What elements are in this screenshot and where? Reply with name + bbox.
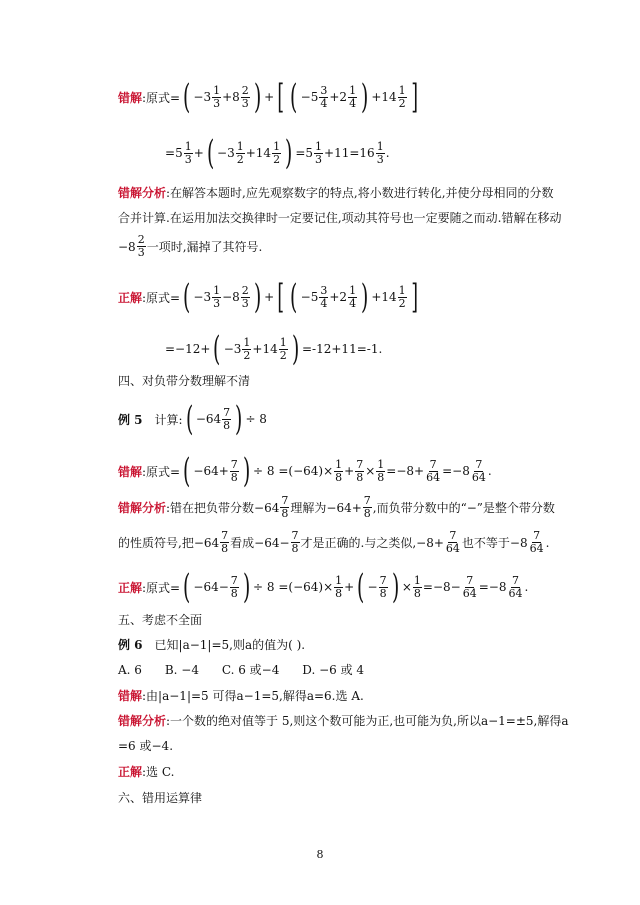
paren-open: ( <box>185 399 193 439</box>
expr-text: ÷ 8 <box>245 412 267 426</box>
fraction: $\frac{1}{3}$ <box>213 83 221 110</box>
expr-text: × <box>365 464 376 478</box>
paren-open: ( <box>183 77 191 117</box>
expr-text: ÷ 8 =(−64)× <box>253 580 334 594</box>
expr-text: −5 <box>300 290 319 304</box>
analysis-text: 看成−64− <box>230 536 290 550</box>
fraction: $\frac{1}{3}$ <box>184 139 192 166</box>
expr-text: =−8 <box>478 580 507 594</box>
paren-open: ( <box>290 77 298 117</box>
expr-text: =−8+ <box>386 464 425 478</box>
paren-open: ( <box>183 567 191 607</box>
wrong-solution-ex6 <box>118 687 364 704</box>
analysis-text: 一项时,漏掉了其符号. <box>146 240 263 254</box>
example-label: 例 5 <box>118 412 143 427</box>
analysis-label: 错解分析 <box>118 501 167 515</box>
fraction: $\frac{1}{2}$ <box>398 283 406 310</box>
fraction: $\frac{7}{64}$ <box>529 529 544 555</box>
fraction: $\frac{1}{8}$ <box>335 573 343 600</box>
section-heading-4 <box>118 372 250 389</box>
fraction: $\frac{7}{64}$ <box>426 457 441 484</box>
paren-close: ) <box>253 277 262 317</box>
expr-prefix: :原式= <box>142 580 181 595</box>
analysis-label: 错解分析 <box>118 186 167 200</box>
expr-text: =−8 <box>442 464 470 478</box>
analysis-text: 理解为−64+ <box>290 501 362 515</box>
expr-prefix: :原式= <box>142 290 181 305</box>
expr-text: +11 <box>324 146 350 160</box>
expr-text: =-12+11=-1. <box>302 342 383 356</box>
expr-text: +14 <box>245 146 272 160</box>
fraction: $\frac{7}{8}$ <box>363 494 371 520</box>
fraction: $\frac{7}{8}$ <box>221 529 229 555</box>
fraction: $\frac{1}{8}$ <box>413 573 421 600</box>
fraction: $\frac{7}{8}$ <box>230 457 238 484</box>
fraction: $\frac{7}{64}$ <box>508 573 523 600</box>
expr-text: + <box>193 146 204 160</box>
fraction: $\frac{7}{8}$ <box>281 494 289 520</box>
paren-open: ( <box>206 133 215 173</box>
analysis-text: :在解答本题时,应先观察数字的特点,将小数进行转化,并使分母相同的分数 <box>166 186 554 200</box>
analysis-ex6-line-2 <box>118 737 173 754</box>
expr-text: −64− <box>193 580 229 594</box>
expr-text: =5 <box>295 146 314 160</box>
analysis-text: −8 <box>118 239 136 254</box>
expr-text: −64+ <box>193 464 229 478</box>
analysis-line-2 <box>118 209 561 226</box>
fraction: $\frac{7}{64}$ <box>462 573 477 600</box>
paren-open: ( <box>183 451 191 491</box>
section-title: 六、错用运算律 <box>118 791 203 805</box>
correct-solution-ex6 <box>118 763 174 780</box>
analysis-line-1 <box>118 184 554 201</box>
expr-text: −64 <box>195 412 222 426</box>
paren-open: ( <box>183 277 191 317</box>
fraction: $\frac{1}{3}$ <box>376 139 384 166</box>
bracket-open: [ <box>277 277 285 317</box>
expr-text: +14 <box>371 290 397 304</box>
paren-close: ) <box>291 329 300 369</box>
paren-open: ( <box>357 567 365 607</box>
options-text: A. 6 B. −4 C. 6 或−4 D. −6 或 4 <box>118 663 365 677</box>
example-text: 已知|a−1|=5,则a的值为( ). <box>154 638 306 652</box>
expr-text: 5 <box>175 146 183 160</box>
section-heading-6 <box>118 789 202 806</box>
solution-text: :选 C. <box>142 765 175 779</box>
correct-solution-line-1 <box>118 277 421 317</box>
bracket-open: [ <box>277 77 285 117</box>
expr-text: + <box>344 464 355 478</box>
section-title: 四、对负带分数理解不清 <box>118 374 251 388</box>
correct-solution-line-2 <box>165 329 383 369</box>
paren-close: ) <box>361 277 369 317</box>
paren-close: ) <box>391 567 399 607</box>
example-5 <box>118 399 267 439</box>
expr-text: +14 <box>371 90 397 104</box>
fraction: $\frac{3}{4}$ <box>320 83 328 110</box>
paren-close: ) <box>242 567 251 607</box>
fraction: $\frac{7}{8}$ <box>356 457 364 484</box>
analysis-text: :错在把负带分数−64 <box>166 501 280 515</box>
fraction: $\frac{7}{8}$ <box>230 573 238 600</box>
fraction: $\frac{1}{4}$ <box>349 283 357 310</box>
fraction: $\frac{2}{3}$ <box>241 283 249 310</box>
expr-text: . <box>487 464 492 478</box>
wrong-solution-ex5 <box>118 451 492 491</box>
expr-text: −3 <box>217 146 235 160</box>
wrong-solution-line-1 <box>118 77 421 117</box>
fraction: $\frac{2}{3}$ <box>137 233 145 259</box>
fraction: $\frac{1}{2}$ <box>279 335 287 362</box>
section-heading-5 <box>118 611 202 628</box>
expr-text: −3 <box>223 342 242 356</box>
analysis-ex5-line-2 <box>118 530 549 555</box>
expr-text: − <box>367 580 378 594</box>
example-label: 例 6 <box>118 638 143 652</box>
paren-open: ( <box>290 277 298 317</box>
analysis-text: ,而负带分数中的“−”是整个带分数 <box>372 501 555 515</box>
wrong-solution-label: 错解 <box>118 689 143 703</box>
example-text: 计算: <box>154 412 183 427</box>
solution-text: :由|a−1|=5 可得a−1=5,解得a=6.选 A. <box>142 689 364 703</box>
paren-close: ) <box>253 77 262 117</box>
expr-text: −5 <box>300 90 319 104</box>
fraction: $\frac{1}{4}$ <box>349 83 357 110</box>
fraction: $\frac{1}{3}$ <box>213 283 221 310</box>
expr-text: + <box>264 90 275 104</box>
wrong-solution-line-2 <box>165 133 390 173</box>
fraction: $\frac{1}{2}$ <box>243 335 251 362</box>
fraction: $\frac{1}{2}$ <box>398 83 406 110</box>
expr-text: . <box>524 580 529 594</box>
fraction: $\frac{2}{3}$ <box>241 83 249 110</box>
paren-close: ) <box>285 133 293 173</box>
fraction: $\frac{1}{2}$ <box>236 139 244 166</box>
expr-text: +2 <box>329 90 348 104</box>
paren-close: ) <box>235 399 243 439</box>
expr-text: −3 <box>193 90 212 104</box>
expr-text: =16 <box>349 146 375 160</box>
paren-open: ( <box>213 329 221 369</box>
analysis-line-3 <box>118 234 262 259</box>
analysis-text: :一个数的绝对值等于 5,则这个数可能为正,也可能为负,所以a−1=±5,解得a <box>166 714 569 728</box>
fraction: $\frac{1}{3}$ <box>315 139 323 166</box>
expr-text: = <box>165 146 176 160</box>
expr-text: + <box>344 580 355 594</box>
fraction: $\frac{3}{4}$ <box>320 283 328 310</box>
fraction: $\frac{7}{64}$ <box>445 529 460 555</box>
fraction: $\frac{1}{2}$ <box>273 139 281 166</box>
section-title: 五、考虑不全面 <box>118 613 203 627</box>
expr-text: =−8− <box>422 580 461 594</box>
expr-text: × <box>401 580 412 594</box>
fraction: $\frac{7}{8}$ <box>223 405 231 432</box>
paren-close: ) <box>242 451 251 491</box>
expr-text: +8 <box>222 90 240 104</box>
expr-text: =−12+ <box>165 342 211 356</box>
expr-prefix: :原式= <box>142 90 181 105</box>
analysis-text: 的性质符号,把−64 <box>118 536 220 550</box>
analysis-text: 合并计算.在运用加法交换律时一定要记住,项动其符号也一定要随之而动.错解在移动 <box>118 211 562 225</box>
bracket-close: ] <box>410 277 418 317</box>
fraction: $\frac{7}{8}$ <box>291 529 299 555</box>
expr-text: + <box>264 290 275 304</box>
expr-text: −3 <box>193 290 212 304</box>
analysis-ex5-line-1 <box>118 495 555 520</box>
fraction: $\frac{7}{64}$ <box>471 457 486 484</box>
fraction: $\frac{7}{8}$ <box>379 573 387 600</box>
paren-close: ) <box>361 77 369 117</box>
expr-text: +2 <box>329 290 348 304</box>
example-6 <box>118 636 305 653</box>
analysis-text: 也不等于−8 <box>461 536 528 550</box>
bracket-close: ] <box>410 77 418 117</box>
fraction: $\frac{1}{8}$ <box>377 457 385 484</box>
wrong-solution-label: 错解 <box>118 90 143 105</box>
expr-text: ÷ 8 =(−64)× <box>253 464 334 478</box>
correct-solution-ex5 <box>118 567 529 607</box>
example-6-options <box>118 661 364 678</box>
page-number: 8 <box>316 848 324 861</box>
fraction: $\frac{1}{8}$ <box>335 457 343 484</box>
analysis-label: 错解分析 <box>118 714 167 728</box>
expr-text: . <box>385 146 390 160</box>
analysis-text: . <box>545 535 550 550</box>
correct-solution-label: 正解 <box>118 765 143 779</box>
correct-solution-label: 正解 <box>118 580 143 595</box>
expr-prefix: :原式= <box>142 464 181 479</box>
analysis-ex6-line-1 <box>118 712 569 729</box>
correct-solution-label: 正解 <box>118 290 143 305</box>
analysis-text: 才是正确的.与之类似,−8+ <box>300 536 444 550</box>
expr-text: −8 <box>222 290 240 304</box>
analysis-text: =6 或−4. <box>118 739 174 753</box>
wrong-solution-label: 错解 <box>118 464 143 479</box>
expr-text: +14 <box>252 342 278 356</box>
